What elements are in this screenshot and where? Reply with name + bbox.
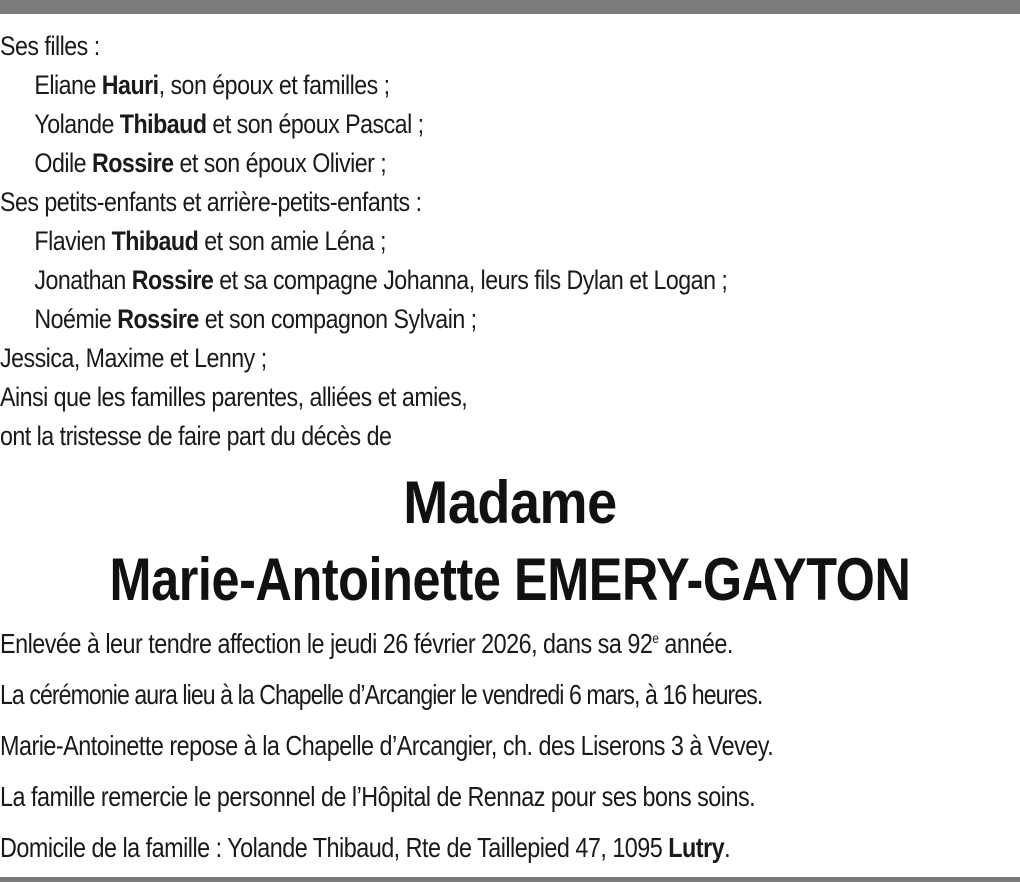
family-list [0, 27, 1020, 456]
last-name: Rossire [131, 265, 214, 295]
first-name: Jonathan [34, 265, 132, 295]
last-name: Thibaud [111, 226, 199, 256]
service-details [0, 618, 1020, 873]
grandchild-entry [0, 300, 877, 339]
last-name: Thibaud [119, 109, 207, 139]
entry-rest: et son époux Olivier ; [173, 148, 387, 178]
ceremony-notice: La cérémonie aura lieu à la Chapelle d’Arcangier le vendredi 6 mars, à 16 heures. [0, 679, 763, 710]
entry-rest: et son époux Pascal ; [206, 109, 424, 139]
domicile-end: . [724, 832, 731, 863]
last-name: Hauri [101, 70, 159, 100]
first-name: Noémie [34, 304, 118, 334]
first-name: Flavien [34, 226, 112, 256]
top-rule [0, 0, 1020, 14]
first-name: Eliane [34, 70, 102, 100]
passing-end: année. [658, 628, 733, 659]
first-name: Yolande [34, 109, 120, 139]
entry-rest: et son amie Léna ; [198, 226, 386, 256]
bottom-rule [0, 877, 1020, 882]
first-name: Odile [34, 148, 92, 178]
domicile-city: Lutry [668, 832, 725, 863]
ordinal-suffix: e [652, 630, 659, 646]
domicile-notice [0, 822, 867, 873]
passing-text: Enlevée à leur tendre affection le jeudi 26 février 2026, dans sa 92 [0, 628, 653, 659]
deceased-title: Madame [403, 469, 617, 536]
extended-family: Ainsi que les familles parentes, alliées et amies, [0, 382, 468, 412]
announcement-text: ont la tristesse de faire part du décès de [0, 421, 392, 451]
daughter-entry [0, 66, 877, 105]
last-name: Rossire [91, 148, 174, 178]
last-name: Rossire [117, 304, 199, 334]
deceased-full-name: Marie-Antoinette EMERY-GAYTON [109, 546, 911, 613]
entry-rest: et sa compagne Johanna, leurs fils Dylan et Logan ; [213, 265, 728, 295]
deceased-name-block [0, 466, 1020, 620]
entry-rest: , son époux et familles ; [158, 70, 390, 100]
thanks-notice: La famille remercie le personnel de l’Hôpital de Rennaz pour ses bons soins. [0, 781, 756, 812]
entry-rest: et son compagnon Sylvain ; [198, 304, 477, 334]
domicile-text: Domicile de la famille : Yolande Thibaud, Rte de Taillepied 47, 1095 [0, 832, 669, 863]
daughters-heading: Ses filles : [0, 31, 100, 61]
daughter-entry [0, 144, 877, 183]
passing-notice [0, 618, 867, 669]
other-relatives: Jessica, Maxime et Lenny ; [0, 343, 267, 373]
repose-notice: Marie-Antoinette repose à la Chapelle d’Arcangier, ch. des Liserons 3 à Vevey. [0, 730, 774, 761]
grandchild-entry [0, 222, 877, 261]
grandchild-entry [0, 261, 877, 300]
daughter-entry [0, 105, 877, 144]
grandchildren-heading: Ses petits-enfants et arrière-petits-enfants : [0, 187, 422, 217]
